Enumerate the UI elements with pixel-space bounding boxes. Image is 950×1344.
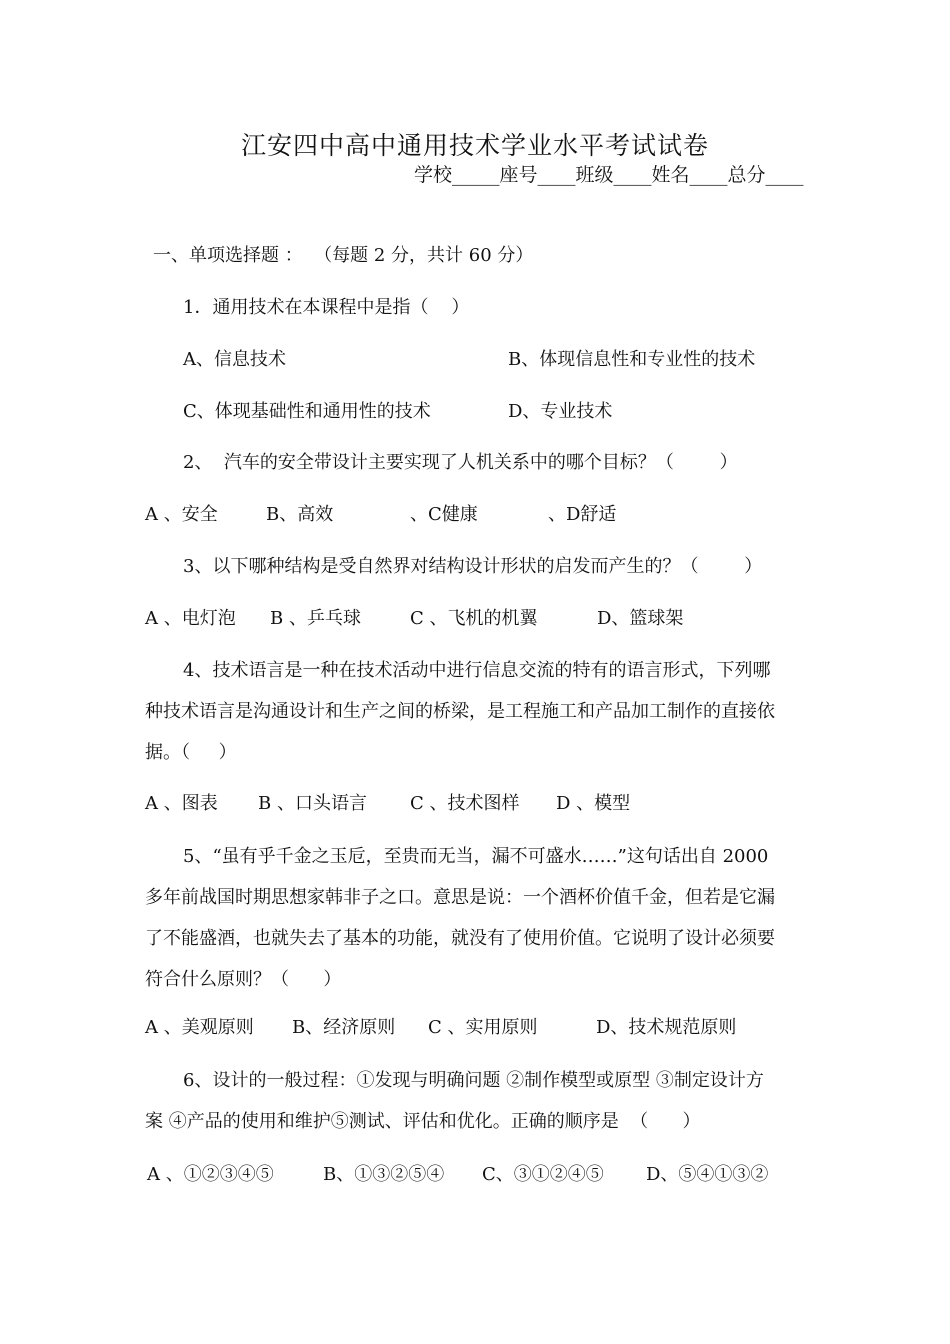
- question-5-stem-line-4: 符合什么原则？（ ）: [145, 969, 342, 990]
- question-1-option-d: D、专业技术: [508, 401, 613, 422]
- question-6-stem-line-2: 案 ④产品的使用和维护⑤测试、评估和优化。正确的顺序是 （ ）: [145, 1111, 701, 1132]
- question-5-option-d: D、技术规范原则: [596, 1017, 737, 1038]
- question-6-option-c: C、③①②④⑤: [482, 1164, 604, 1185]
- question-3-option-d: D、篮球架: [597, 608, 684, 629]
- question-6-option-d: D、⑤④①③②: [646, 1164, 769, 1185]
- question-4-option-d: D 、模型: [556, 793, 631, 814]
- header-fields: 学校_____座号____班级____姓名____总分____: [414, 164, 804, 186]
- question-3-option-c: C 、飞机的机翼: [410, 608, 538, 629]
- question-4-option-c: C 、技术图样: [410, 793, 520, 814]
- question-2-option-b: B、高效: [266, 504, 334, 525]
- question-6-option-b: B、①③②⑤④: [323, 1164, 445, 1185]
- question-3-stem: 3、以下哪种结构是受自然界对结构设计形状的启发而产生的？（ ）: [183, 556, 763, 577]
- question-6-option-a: A 、①②③④⑤: [147, 1164, 274, 1185]
- question-1-stem: 1．通用技术在本课程中是指（ ）: [183, 297, 470, 318]
- question-6-stem-line-1: 6、设计的一般过程：①发现与明确问题 ②制作模型或原型 ③制定设计方: [183, 1070, 764, 1091]
- question-4-option-b: B 、口头语言: [258, 793, 367, 814]
- question-1-option-b: B、体现信息性和专业性的技术: [508, 349, 756, 370]
- question-5-stem-line-2: 多年前战国时期思想家韩非子之口。意思是说：一个酒杯价值千金，但若是它漏: [145, 887, 775, 908]
- question-3-option-b: B 、乒乓球: [270, 608, 361, 629]
- question-1-option-a: A、信息技术: [183, 349, 286, 370]
- question-4-option-a: A 、图表: [145, 793, 218, 814]
- question-4-stem-line-1: 4、技术语言是一种在技术活动中进行信息交流的特有的语言形式，下列哪: [183, 660, 771, 681]
- question-2-stem: 2、 汽车的安全带设计主要实现了人机关系中的哪个目标？（ ）: [183, 452, 738, 473]
- question-3-option-a: A 、电灯泡: [145, 608, 236, 629]
- question-1-option-c: C、体现基础性和通用性的技术: [183, 401, 431, 422]
- question-2-option-d: 、D舒适: [548, 504, 617, 525]
- question-2-option-c: 、C健康: [410, 504, 478, 525]
- question-5-stem-line-1: 5、“虽有乎千金之玉卮，至贵而无当，漏不可盛水……”这句话出自 2000: [183, 846, 769, 867]
- question-5-option-c: C 、实用原则: [428, 1017, 538, 1038]
- question-4-stem-line-3: 据。（ ）: [145, 742, 237, 763]
- question-5-option-a: A 、美观原则: [145, 1017, 254, 1038]
- exam-title: 江安四中高中通用技术学业水平考试试卷: [240, 131, 709, 160]
- question-2-option-a: A 、安全: [145, 504, 218, 525]
- question-5-option-b: B、经济原则: [292, 1017, 396, 1038]
- question-5-stem-line-3: 了不能盛酒，也就失去了基本的功能，就没有了使用价值。它说明了设计必须要: [145, 928, 775, 949]
- question-4-stem-line-2: 种技术语言是沟通设计和生产之间的桥梁，是工程施工和产品加工制作的直接依: [145, 701, 775, 722]
- section-heading: 一、单项选择题 ： （每题 2 分，共计 60 分）: [153, 245, 534, 266]
